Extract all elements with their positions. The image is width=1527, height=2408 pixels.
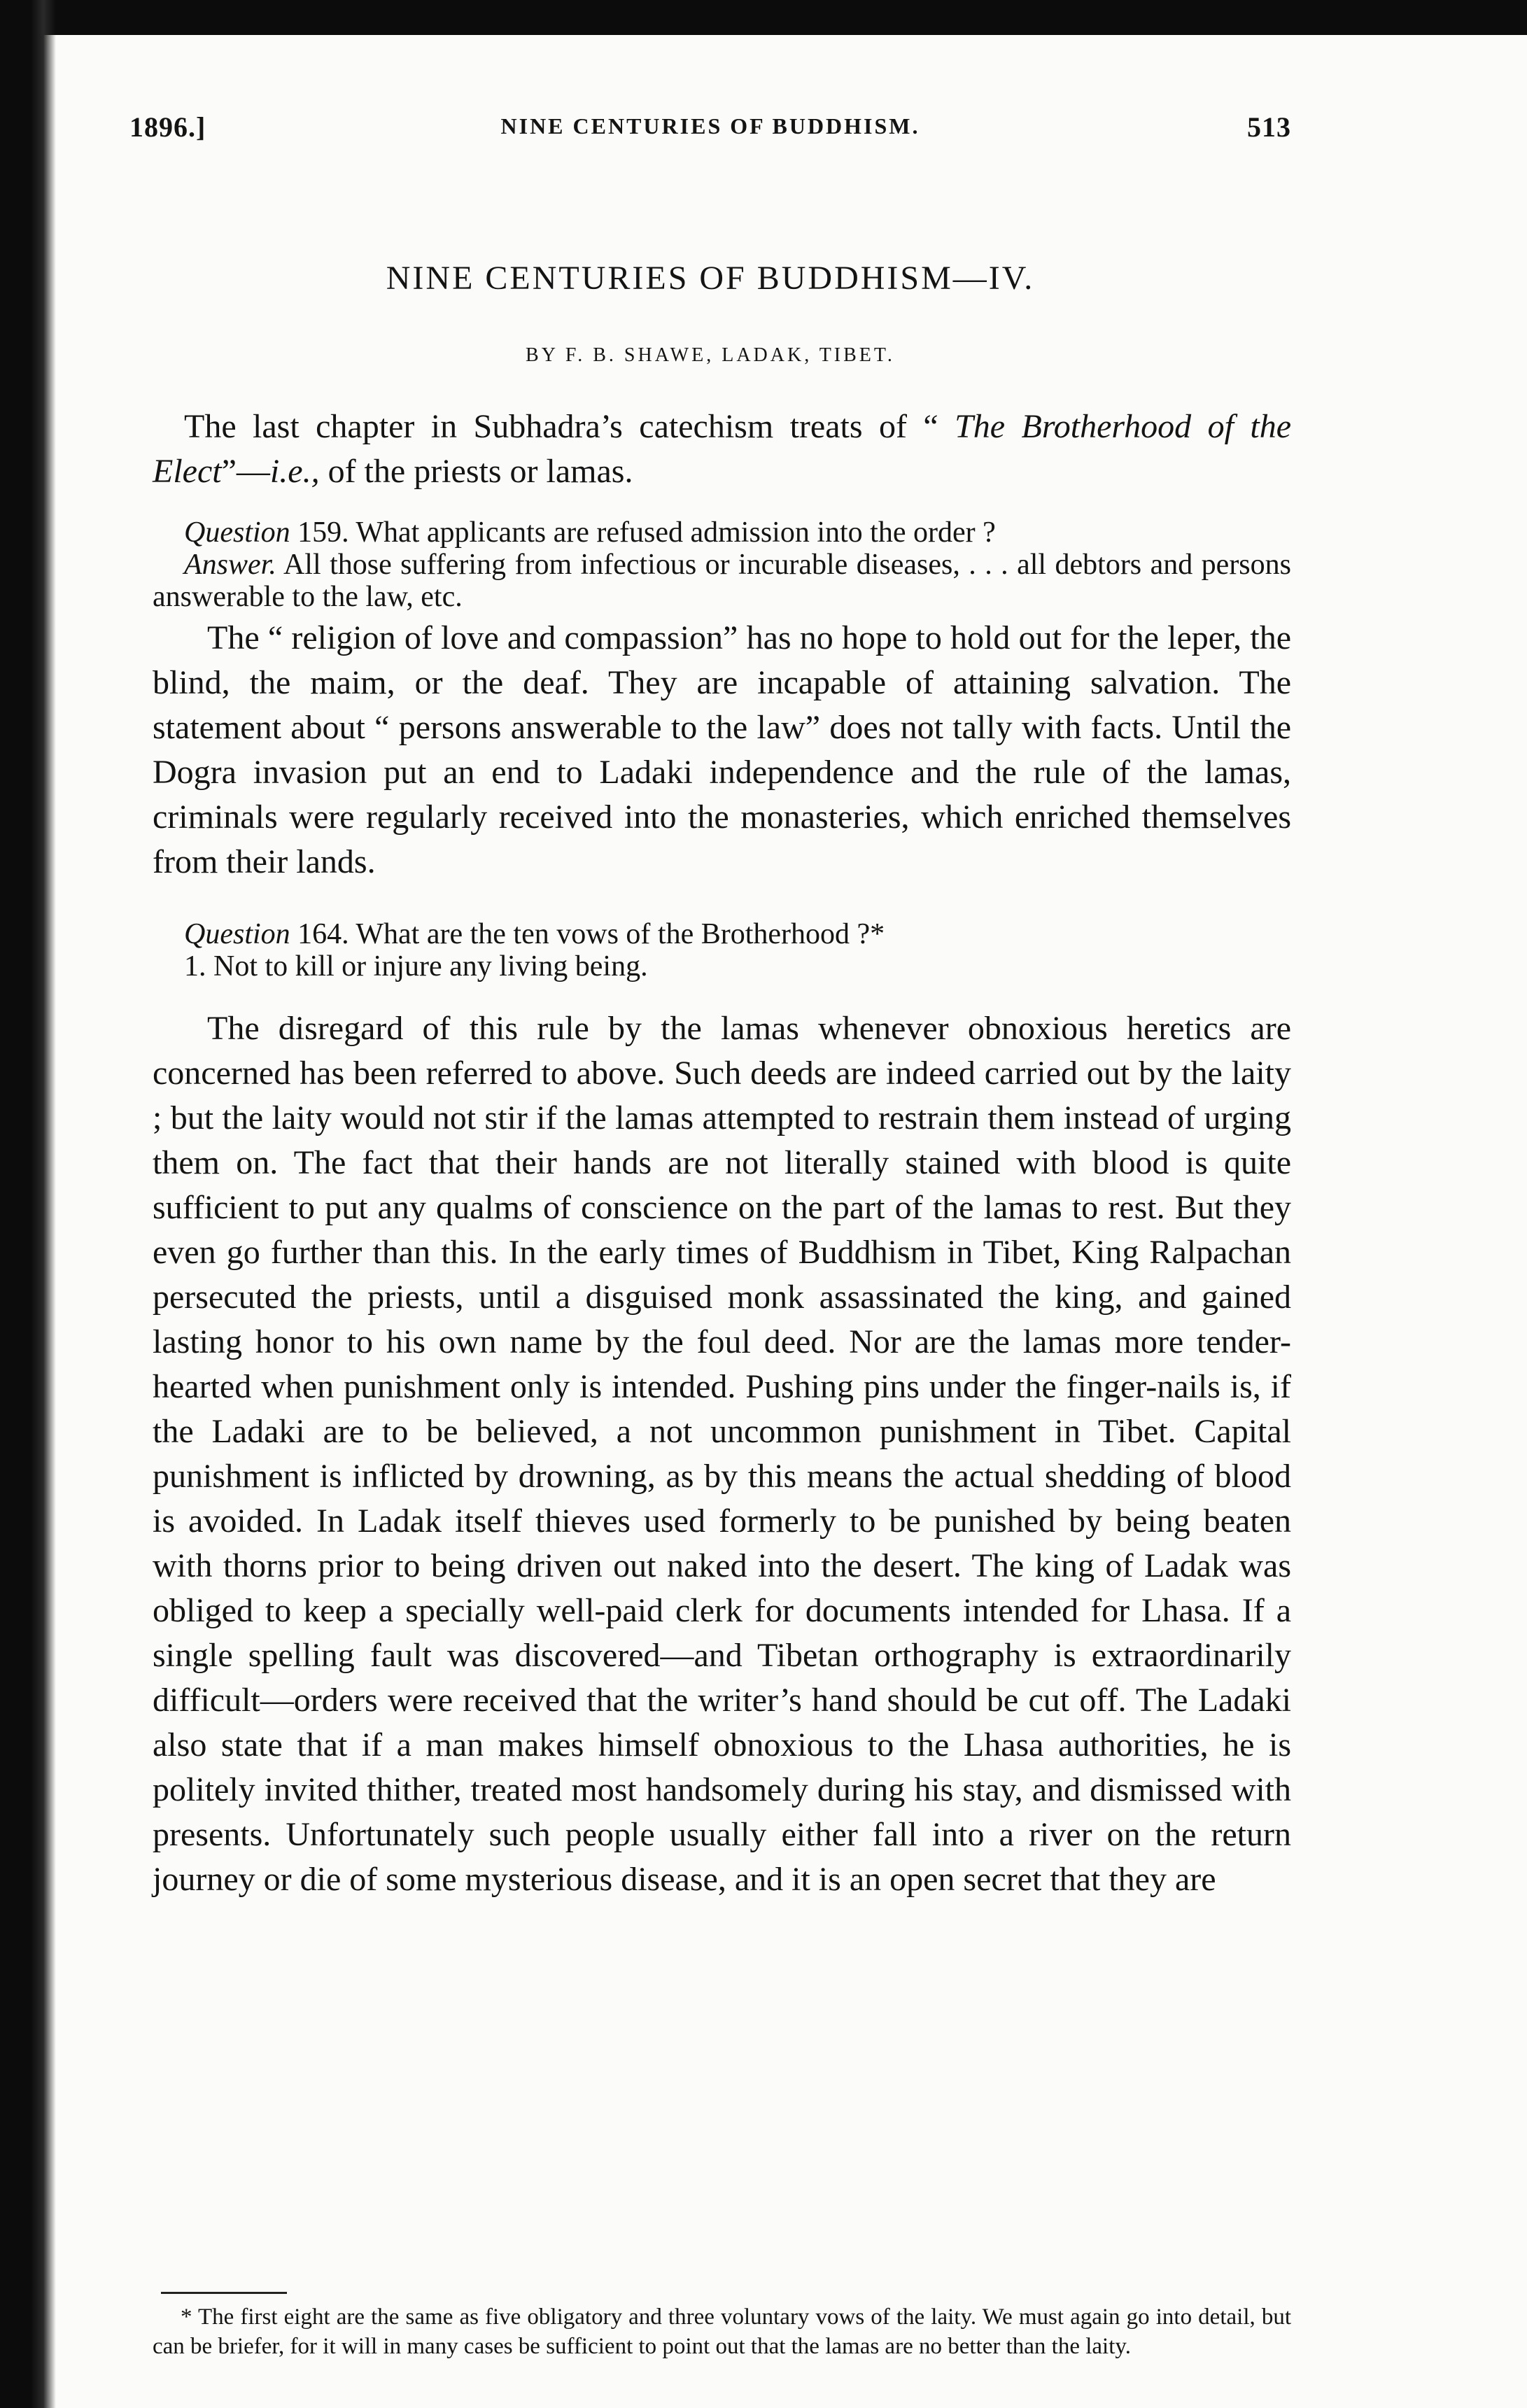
question-label: Question: [184, 516, 290, 549]
answer-text: All those suffering from infectious or incurable diseases, . . . all debtors and persons answerable to the law, etc.: [153, 549, 1291, 613]
paragraph-disregard-of-rule: The disregard of this rule by the lamas whenever obnoxious heretics are concerned has been referred to above. Such deeds are indeed carried out by the laity ; but the laity would not stir if the lamas attempted to restrain them instead of urging them on. The fact that their hands are not literally stained with blood is quite sufficient to put any qualms of conscience on the part of the lamas to rest. But they even go further than this. In the early times of Buddhism in Tibet, King Ralpachan persecuted the priests, until a disguised monk assassinated the king, and gained lasting honor to his own name by the foul deed. Nor are the lamas more tender-hearted when punishment only is intended. Pushing pins under the finger-nails is, if the Ladaki are to be believed, a not uncommon punishment in Tibet. Capital punishment is inflicted by drowning, as by this means the actual shedding of blood is avoided. In Ladak itself thieves used formerly to be punished by being beaten with thorns prior to being driven out naked into the desert. The king of Ladak was obliged to keep a specially well-paid clerk for documents intended for Lhasa. If a single spelling fault was discovered—and Tibetan orthography is extraordinarily difficult—orders were received that the writer’s hand should be cut off. The Ladaki also state that if a man makes himself obnoxious to the Lhasa authorities, he is politely invited thither, treated most handsomely during his stay, and dismissed with presents. Unfortunately such people usually either fall into a river on the return journey or die of some mysterious disease, and it is an open secret that they are: [153, 1010, 1291, 1898]
footnote-rule: [161, 2292, 287, 2294]
scan-top-edge: [0, 0, 1527, 35]
paragraph-religion-of-love: The “ religion of love and compassion” has no hope to hold out for the leper, the blind, the maim, or the deaf. They are incapable of attaining salvation. The statement about “ persons answerable to the law” does not tally with facts. Until the Dogra invasion put an end to Ladaki independence and the rule of the lamas, criminals were regularly received into the monasteries, which enriched themselves from their lands.: [153, 619, 1291, 880]
article-byline: BY F. B. SHAWE, LADAK, TIBET.: [526, 344, 895, 366]
question-164-block: [153, 918, 1291, 983]
question-text: 164. What are the ten vows of the Brotherhood ?*: [290, 918, 885, 950]
header-year: 1896.]: [129, 111, 206, 143]
question-159: [153, 516, 1291, 549]
intro-text-2: ”—: [221, 453, 270, 490]
scan-left-edge: [0, 0, 56, 2408]
question-label: Question: [184, 918, 290, 950]
header-page-number: 513: [1247, 111, 1291, 143]
article-title: NINE CENTURIES OF BUDDHISM—IV.: [386, 260, 1035, 297]
intro-italic-title: The Brotherhood of the Elect: [153, 408, 1292, 490]
vow-item-1: 1. Not to kill or injure any living being.: [184, 950, 648, 983]
footnote: * The first eight are the same as five obligatory and three voluntary vows of the laity. We must again go into detail, but can be briefer, for it will in many cases be sufficient to point out that the lamas are no better than the laity.: [153, 2304, 1291, 2359]
running-header: [129, 111, 1291, 160]
intro-text-3: of the priests or lamas.: [319, 453, 633, 490]
intro-italic-ie: i.e.,: [269, 453, 320, 490]
answer-159: [153, 549, 1291, 613]
intro-paragraph: [153, 404, 1291, 494]
answer-label: Answer.: [184, 549, 276, 581]
question-164: [153, 918, 1291, 950]
question-text: 159. What applicants are refused admission into the order ?: [290, 516, 996, 549]
intro-text-1: The last chapter in Subhadra’s catechism treats of “: [184, 408, 955, 445]
question-159-block: [153, 516, 1291, 613]
header-running-title: NINE CENTURIES OF BUDDHISM.: [500, 113, 920, 139]
